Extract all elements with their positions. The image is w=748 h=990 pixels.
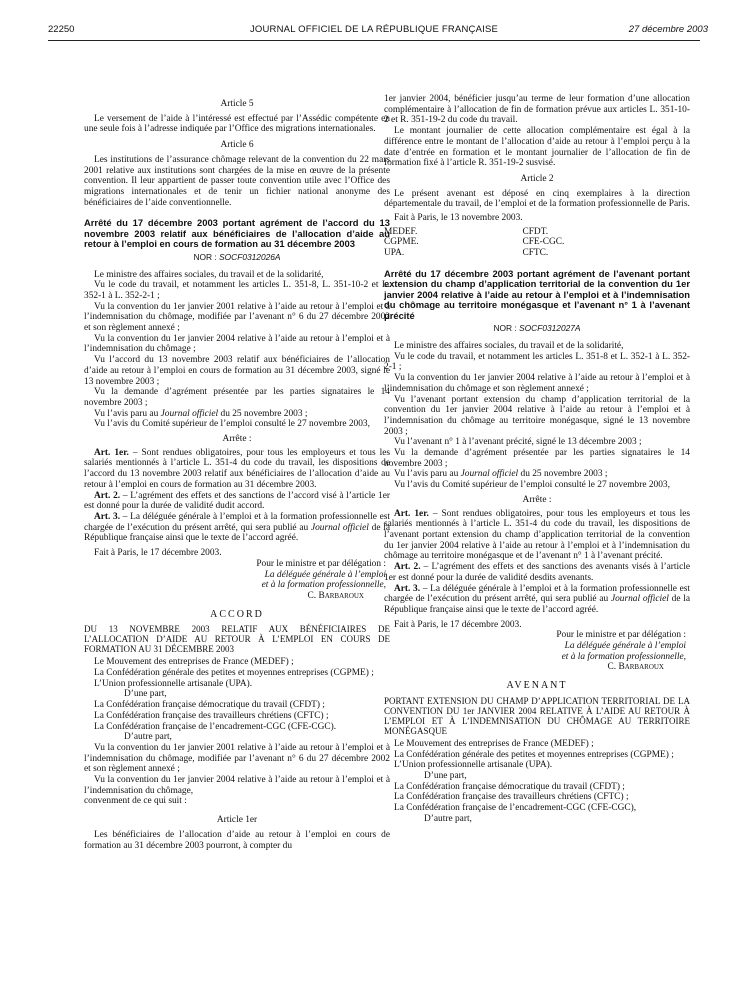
article-label: Art. 1er. (94, 447, 129, 458)
article-6-text: Les institutions de l’assurance chômage relevant de la convention du 22 mars 2001 relative aux institutions sont chargées de la mise en œuvre de la présente convention. Il leur appartient de passer toute convention utile avec l’Office des migrations internationales et de tenir un fichier national anonyme des bénéficiaires de l’aide conventionnelle. (84, 154, 390, 208)
signatories-table (384, 227, 690, 259)
party: La Confédération française des travailleurs chrétiens (CFTC) ; (394, 792, 629, 803)
accord-article-2-text: Le présent avenant est déposé en cinq exemplaires à la direction départementale du travail, de l’emploi et de la formation professionnelle de Paris. (384, 188, 690, 210)
article-2-arrete (84, 491, 390, 512)
fait-a-paris: Fait à Paris, le 17 décembre 2003. (94, 548, 222, 559)
visa: Le ministre des affaires sociales, du travail et de la solidarité, (394, 341, 624, 352)
nor-code: SOCF0312027A (519, 323, 581, 334)
signature-line: Pour le ministre et par délégation : (256, 558, 386, 569)
accord-article-1-paragraph: Le montant journalier de cette allocation complémentaire est égal à la différence entre le montant de l’allocation d’aide au retour à l’emploi perçu à la date d’entrée en formation et le montant journalier de l’allocation de fin de formation fixé à l’article R. 351-19-2 susvisé. (384, 126, 690, 169)
visa: Vu l’avenant portant extension du champ d’application territorial de la convention du 1er janvier 2004 relative à l’aide au retour à l’emploi et à l’indemnisation du chômage au territoire monégasque, signé le 13 novembre 2003 ; (384, 394, 690, 437)
article-text: de la République française ainsi que le texte de l’accord agréé. (84, 522, 391, 544)
signature-line: La déléguée générale à l’emploi (564, 641, 686, 652)
nor-label: NOR : (493, 323, 517, 334)
visa: Vu l’avenant n° 1 à l’avenant précité, signé le 13 décembre 2003 ; (394, 437, 642, 448)
article-text: – Sont rendues obligatoires, pour tous les employeurs et tous les salariés mentionnés à l’article L. 351-4 du code du travail, les dispositions de l’avenant portant extension du champ d’application territorial de la convention du 1er janvier 2004 relative à l’aide au retour à l’emploi et à l’indemnisation du chômage au territoire monégasque et de l’avenant n° 1 à l’avenant précité. (384, 508, 691, 562)
signature-line: et à la formation professionnelle, (561, 651, 686, 662)
party: La Confédération française démocratique du travail (CFDT) ; (394, 781, 625, 792)
article-label: Art. 3. (394, 583, 421, 594)
article-text: – L’agrément des effets et des sanctions de l’accord visé à l’article 1er est donné pour la durée de validité dudit accord. (84, 490, 390, 512)
visa: Vu le code du travail, et notamment les articles L. 351-8 et L. 352-1 à L. 352-2-1 ; (384, 351, 690, 373)
issue-date: 27 décembre 2003 (628, 24, 708, 35)
journal-title: JOURNAL OFFICIEL DE LA RÉPUBLIQUE FRANÇAISE (249, 24, 499, 35)
article-3-arrete (84, 512, 390, 544)
arrete-2-title: Arrêté du 17 décembre 2003 portant agrément de l’avenant portant extension du champ d’application territorial de la convention du 1er janvier 2004 relative à l’aide au retour à l’emploi et à l’indemnisation du chômage au territoire monégasque et l’avenant n° 1 à l’avenant précité (384, 267, 690, 321)
convenu-line: convenment de ce qui suit : (84, 796, 187, 807)
avenant-heading: AVENANT (506, 680, 568, 692)
visa: Vu la convention du 1er janvier 2004 relative à l’aide au retour à l’emploi et à l’indemnisation du chômage ; (84, 333, 390, 355)
visa: Vu la convention du 1er janvier 2004 relative à l’aide au retour à l’emploi et à l’indemnisation du chômage, (84, 775, 390, 796)
party: L’Union professionnelle artisanale (UPA). (394, 760, 553, 771)
article-6-title: Article 6 (220, 140, 254, 151)
signatory: CFTC. (522, 248, 549, 259)
signatory: UPA. (384, 248, 405, 259)
visa: Vu l’accord du 13 novembre 2003 relatif aux bénéficiaires de l’allocation d’aide au retour à l’emploi en cours de formation au 31 décembre 2003, signé le 13 novembre 2003 ; (84, 355, 390, 387)
arrete-1-nor (84, 252, 390, 263)
visa: Vu la demande d’agrément présentée par les parties signataires le 14 novembre 2003 ; (384, 448, 690, 469)
avenant-caption: PORTANT EXTENSION DU CHAMP D’APPLICATION TERRITORIAL DE LA CONVENTION DU 1er JANVIER 2004 RELATIVE À L’AIDE AU RETOUR À L’EMPLOI ET À L’INDEMNISATION DU CHÔMAGE AU TERRITOIRE MONÉGASQUE (384, 695, 690, 736)
nor-label: NOR : (193, 251, 217, 262)
party: L’Union professionnelle artisanale (UPA). (94, 678, 253, 689)
page-header (0, 24, 748, 40)
party-side: D’une part, (124, 689, 167, 700)
visa: Vu la demande d’agrément présentée par les parties signataires le 14 novembre 2003 ; (84, 387, 390, 408)
article-text: – La déléguée générale à l’emploi et à la formation professionnelle est chargée de l’exécution du présent arrêté, qui sera publié au (384, 583, 690, 605)
article-5-text: Le versement de l’aide à l’intéressé est effectué par l’Assédic compétente en une seule fois à l’adresse indiquée par l’Office des migrations internationales. (84, 113, 390, 135)
header-rule (48, 40, 700, 41)
accord-article-1-text: Les bénéficiaires de l’allocation d’aide au retour à l’emploi en cours de formation au 31 décembre 2003 pourront, à compter du (84, 829, 390, 851)
accord-article-1-title: Article 1er (216, 815, 258, 826)
arrete-label: Arrête : (522, 494, 552, 505)
right-column (384, 94, 690, 824)
left-column (84, 94, 390, 851)
visa: Le ministre des affaires sociales, du travail et de la solidarité, (94, 269, 324, 280)
signatory-name: C. Barbaroux (607, 662, 664, 673)
signature-line: La déléguée générale à l’emploi (264, 569, 386, 580)
article-5-title: Article 5 (220, 99, 254, 109)
visa: Vu la convention du 1er janvier 2004 relative à l’aide au retour à l’emploi et à l’indemnisation du chômage et son règlement annexé ; (384, 373, 690, 394)
article-text: de la République française ainsi que le texte de l’accord agréé. (384, 594, 691, 615)
party: La Confédération française de l’encadrement-CGC (CFE-CGC), (394, 803, 637, 814)
party: Le Mouvement des entreprises de France (MEDEF) ; (394, 738, 594, 749)
signature-block (384, 630, 690, 673)
journal-officiel-ref: Journal officiel (310, 522, 369, 533)
visa-text: Vu l’avis paru au (94, 408, 159, 419)
party: La Confédération générale des petites et moyennes entreprises (CGPME) ; (394, 749, 674, 760)
article-label: Art. 2. (394, 562, 421, 573)
signature-block (84, 559, 390, 602)
party-side: D’autre part, (424, 813, 472, 824)
article-label: Art. 3. (94, 512, 121, 522)
visa-jo (384, 469, 690, 480)
article-text: – L’agrément des effets et des sanctions des avenants visés à l’article 1er est donné pour la durée de validité desdits avenants. (384, 562, 690, 583)
accord-caption: DU 13 NOVEMBRE 2003 RELATIF AUX BÉNÉFICIAIRES DE L’ALLOCATION D’AIDE AU RETOUR À L’EMPLOI EN COURS DE FORMATION AU 31 DÉCEMBRE 2003 (84, 624, 390, 655)
party: La Confédération générale des petites et moyennes entreprises (CGPME) ; (94, 668, 374, 679)
journal-officiel-ref: Journal officiel (610, 594, 669, 605)
visa: Vu la convention du 1er janvier 2001 relative à l’aide au retour à l’emploi et à l’indemnisation du chômage, modifiée par l’avenant n° 6 du 27 décembre 2002 et son règlement annexé ; (84, 301, 390, 334)
party: La Confédération française de l’encadrement-CGC (CFE-CGC). (94, 721, 337, 732)
accord-article-2-title: Article 2 (520, 173, 554, 184)
fait-a-paris: Fait à Paris, le 17 décembre 2003. (394, 619, 522, 630)
arrete-1-title: Arrêté du 17 décembre 2003 portant agrément de l’accord du 13 novembre 2003 relatif aux bénéficiaires de l’allocation d’aide au retour à l’emploi en cours de formation au 31 décembre 2003 (84, 217, 390, 250)
party-side: D’autre part, (124, 732, 172, 743)
accord-heading: ACCORD (210, 608, 264, 620)
article-text: – Sont rendues obligatoires, pour tous les employeurs et tous les salariés mentionnés à l’article L. 351-4 du code du travail, les dispositions de l’accord du 13 novembre 2003 relatif aux bénéficiaires de l’allocation d’aide au retour à l’emploi en cours de formation au 31 décembre 2003. (84, 447, 391, 490)
visa-text: Vu l’avis paru au (394, 469, 459, 480)
visa: Vu l’avis du Comité supérieur de l’emploi consulté le 27 novembre 2003, (394, 480, 670, 491)
visa-jo (84, 409, 390, 420)
arrete-2-nor (384, 323, 690, 334)
journal-officiel-ref: Journal officiel (160, 408, 219, 419)
visa: Vu la convention du 1er janvier 2001 relative à l’aide au retour à l’emploi et à l’indemnisation du chômage, modifiée par l’avenant n° 6 du 27 décembre 2002 et son règlement annexé ; (84, 742, 390, 775)
signatory: CFE-CGC. (522, 237, 565, 248)
journal-officiel-ref: Journal officiel (460, 469, 519, 480)
party: La Confédération française démocratique du travail (CFDT) ; (94, 700, 325, 711)
visa: Vu l’avis du Comité supérieur de l’emploi consulté le 27 novembre 2003, (94, 419, 370, 430)
signature-line: et à la formation professionnelle, (261, 580, 386, 591)
article-text: – La déléguée générale à l’emploi et à la formation professionnelle est chargée de l’exécution du présent arrêté, qui sera publié au (84, 512, 390, 533)
arrete-label: Arrête : (222, 434, 252, 445)
signatories-row (384, 227, 690, 238)
page-number: 22250 (48, 24, 75, 35)
article-label: Art. 2. (94, 490, 121, 501)
visa-text: du 25 novembre 2003 ; (220, 408, 308, 419)
party: La Confédération française des travailleurs chrétiens (CFTC) ; (94, 710, 329, 721)
accord-article-1-continued: 1er janvier 2004, bénéficier jusqu’au terme de leur formation d’une allocation complémentaire à l’allocation de fin de formation prévue aux articles L. 351-10-2 et R. 351-19-2 du code du travail. (384, 94, 690, 126)
party: Le Mouvement des entreprises de France (MEDEF) ; (94, 657, 294, 668)
signatory: CGPME. (384, 237, 419, 248)
visa: Vu le code du travail, et notamment les articles L. 351-8, L. 351-10-2 et L. 352-1 à L. 352-2-1 ; (84, 280, 390, 301)
signatories-row (384, 237, 690, 248)
article-1-arrete (384, 509, 690, 563)
nor-code: SOCF0312026A (219, 251, 281, 262)
article-3-arrete (384, 584, 690, 616)
signatories-row (384, 248, 690, 259)
fait-a-paris: Fait à Paris, le 13 novembre 2003. (394, 213, 523, 224)
article-2-arrete (384, 562, 690, 583)
signatory-name: C. Barbaroux (307, 590, 364, 601)
party-side: D’une part, (424, 770, 467, 781)
signature-line: Pour le ministre et par délégation : (556, 630, 686, 641)
signatory: CFDT. (522, 226, 549, 237)
visa-text: du 25 novembre 2003 ; (520, 469, 608, 480)
signatory: MEDEF. (384, 226, 418, 237)
article-1-arrete (84, 448, 390, 491)
article-label: Art. 1er. (394, 508, 429, 519)
